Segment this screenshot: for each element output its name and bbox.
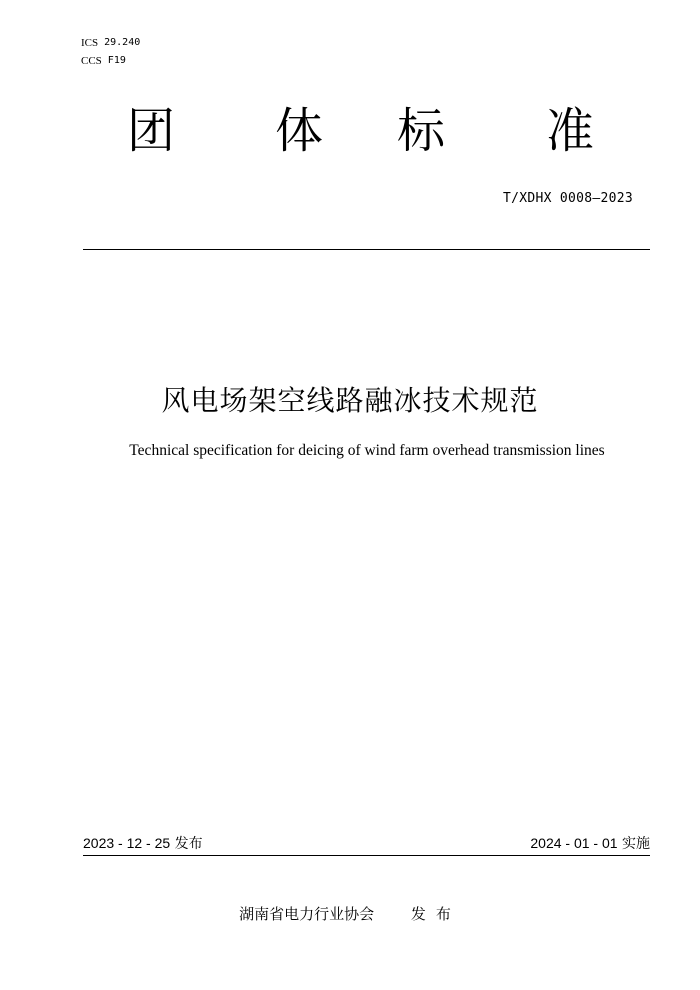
standard-type-heading	[0, 100, 700, 162]
standard-number: T/XDHX 0008—2023	[502, 191, 633, 206]
header-divider	[83, 249, 650, 250]
implement-date: 2024 - 01 - 01	[530, 835, 618, 851]
classification-codes	[81, 34, 140, 70]
publish-label: 发布	[174, 836, 203, 852]
ccs-value: F19	[107, 55, 126, 66]
ics-label: ICS	[81, 37, 99, 49]
ccs-code	[81, 52, 140, 70]
ccs-label: CCS	[81, 55, 102, 67]
ics-value: 29.240	[104, 37, 141, 48]
publish-date-block	[83, 833, 203, 854]
title-chinese: 风电场架空线路融冰技术规范	[161, 384, 539, 417]
standard-type-char-2: 体	[275, 103, 324, 159]
implement-date-block	[530, 833, 650, 854]
title-english: Technical specification for deicing of wind farm overhead transmission lines	[129, 442, 605, 459]
publisher-line	[0, 903, 700, 925]
implement-label: 实施	[622, 836, 650, 852]
standard-type-char-4: 准	[546, 103, 595, 159]
publisher-name: 湖南省电力行业协会	[239, 905, 375, 923]
date-row	[83, 833, 650, 854]
publisher-action: 发布	[410, 905, 461, 923]
standard-type-char-3: 标	[397, 103, 446, 159]
footer-divider	[83, 855, 650, 856]
ics-code	[81, 34, 140, 52]
publish-date: 2023 - 12 - 25	[83, 835, 171, 851]
standard-type-char-1: 团	[127, 103, 176, 159]
